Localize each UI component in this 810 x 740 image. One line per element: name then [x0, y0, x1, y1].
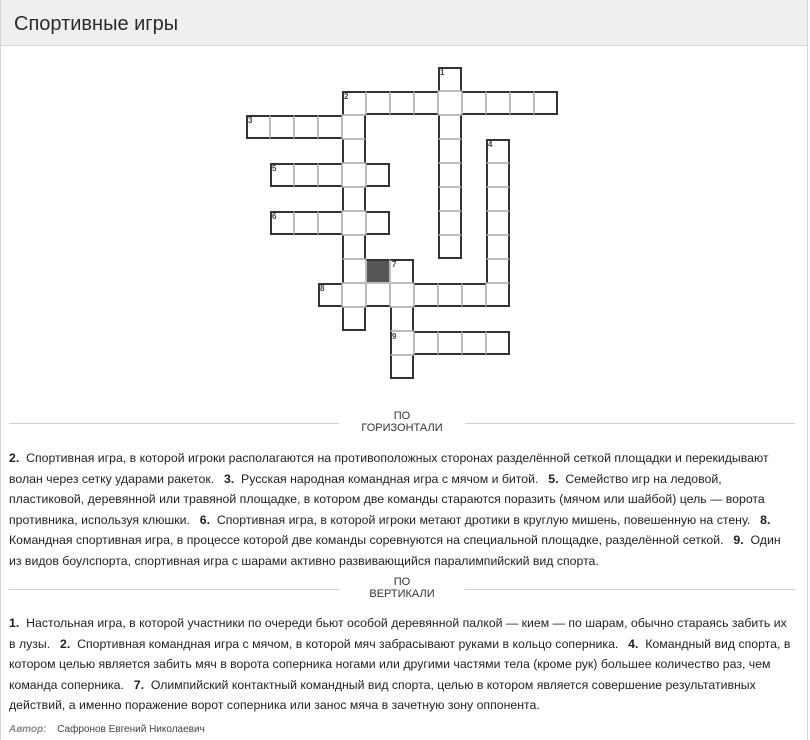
across-heading-line2: ГОРИЗОНТАЛИ [361, 422, 443, 434]
crossword-cell[interactable] [366, 163, 390, 187]
crossword-cell[interactable] [462, 331, 486, 355]
crossword-cell[interactable] [438, 139, 462, 163]
clue-number-5: 5 [272, 164, 277, 173]
crossword-cell[interactable] [462, 91, 486, 115]
crossword-cell[interactable] [414, 283, 438, 307]
crossword-cell[interactable] [486, 91, 510, 115]
down-clue-text: Настольная игра, в которой участники по очереди бьют особой деревянной палкой — кием — по шарам, обычно стараясь забить их в лузы. [9, 616, 787, 651]
crossword-cell[interactable] [318, 115, 342, 139]
crossword-cell[interactable] [342, 307, 366, 331]
crossword-cell[interactable] [318, 211, 342, 235]
across-clue-text: Спортивная игра, в которой игроки располагаются на противоположных сторонах разделённой сеткой площадки и перекидывают волан через сетку ударами ракеток. [9, 451, 769, 486]
across-clue-text: Семейство игр на ледовой, пластиковой, деревянной или травяной площадке, в котором две команды стараются поразить (мячом или шайбой) цель — ворота противника, используя клюшки. [9, 471, 765, 527]
crossword-cell[interactable] [294, 115, 318, 139]
page-title: Спортивные игры [14, 13, 179, 35]
crossword-cell[interactable] [390, 91, 414, 115]
crossword-cell[interactable] [486, 187, 510, 211]
crossword-cell[interactable] [342, 259, 366, 283]
crossword-cell[interactable] [342, 235, 366, 259]
down-clue-text: Спортивная командная игра с мячом, в которой мяч забрасывают руками в кольцо соперника. [70, 636, 626, 651]
crossword-cell[interactable] [342, 163, 366, 187]
crossword-grid [1, 0, 809, 400]
crossword-cell[interactable] [318, 163, 342, 187]
clue-number-8: 8 [320, 284, 325, 293]
crossword-cell[interactable] [534, 91, 558, 115]
clue-number-4: 4 [488, 140, 493, 149]
crossword-cell[interactable] [342, 211, 366, 235]
down-clue-text: Олимпийский контактный командный вид спорта, целью в котором является совершение результативных действий, а именно поражение ворот соперника или занос мяча в зачетную зону оппонента. [9, 677, 756, 712]
clue-number-3: 3 [248, 116, 253, 125]
across-clue-text: Русская народная командная игра с мячом и битой. [234, 471, 546, 486]
crossword-cell[interactable] [438, 211, 462, 235]
across-clue-number: 9. [733, 533, 744, 547]
across-clue [224, 472, 545, 486]
crossword-cell[interactable] [270, 115, 294, 139]
across-clue-text: Спортивная игра, в которой игроки метают дротики в круглую мишень, повешенную на стену. [210, 512, 758, 527]
across-clue [200, 513, 757, 527]
crossword-cell[interactable] [366, 283, 390, 307]
clue-number-7: 7 [392, 260, 397, 269]
crossword-cell[interactable] [294, 211, 318, 235]
down-divider [9, 576, 795, 606]
crossword-cell[interactable] [390, 307, 414, 331]
down-clue-number: 1. [9, 616, 20, 630]
across-clue-number: 8. [760, 512, 771, 527]
crossword-cell[interactable] [342, 283, 366, 307]
down-clue-number: 4. [628, 636, 639, 651]
crossword-cell[interactable] [486, 211, 510, 235]
author-label: Автор: [9, 724, 47, 735]
author-name: Сафронов Евгений Николаевич [57, 724, 205, 735]
across-clue-text: Один из видов боулспорта, спортивная игра с шарами активно развивающийся паралимпийский вид спорта. [9, 533, 781, 568]
crossword-cell[interactable] [438, 283, 462, 307]
down-clue-number: 7. [133, 677, 144, 692]
down-clue-text: Командный вид спорта, в котором целью является забить мяч в ворота соперника ногами или другими частями тела (кроме рук) большее количество раз, чем команда соперника. [9, 636, 791, 692]
crossword-cell[interactable] [462, 283, 486, 307]
down-heading-line2: ВЕРТИКАЛИ [369, 588, 435, 600]
crossword-cell[interactable] [486, 283, 510, 307]
down-clues [9, 613, 793, 716]
across-heading [9, 410, 795, 434]
down-clue [60, 637, 625, 651]
crossword-cell[interactable] [390, 283, 414, 307]
crossword-cell[interactable] [438, 331, 462, 355]
clue-number-2: 2 [344, 92, 349, 101]
crossword-cell[interactable] [486, 163, 510, 187]
clue-number-6: 6 [272, 212, 277, 221]
crossword-cell[interactable] [414, 331, 438, 355]
down-heading [9, 576, 795, 600]
across-clue-number: 3. [223, 471, 235, 486]
clue-number-1: 1 [440, 68, 445, 77]
across-clue-number: 6. [199, 512, 211, 527]
down-clue-number: 2. [60, 636, 71, 651]
crossword-cell[interactable] [438, 235, 462, 259]
across-clue-number: 5. [548, 471, 559, 486]
crossword-cell[interactable] [342, 115, 366, 139]
crossword-cell[interactable] [486, 259, 510, 283]
crossword-cell[interactable] [342, 187, 366, 211]
across-clue-number: 2. [9, 451, 20, 465]
crossword-cell[interactable] [438, 115, 462, 139]
across-clue-text: Командная спортивная игра, в процессе которой две команды соревнуются на специальной площадке, разделённой сеткой. [9, 512, 774, 547]
crossword-cell[interactable] [438, 163, 462, 187]
crossword-cell[interactable] [366, 91, 390, 115]
across-divider [9, 410, 795, 440]
across-heading-line1: ПО [393, 410, 411, 422]
crossword-cell[interactable] [366, 211, 390, 235]
crossword-cell[interactable] [486, 331, 510, 355]
clue-number-9: 9 [392, 332, 397, 341]
down-heading-line1: ПО [393, 576, 411, 588]
crossword-cell[interactable] [414, 91, 438, 115]
crossword-cell[interactable] [390, 355, 414, 379]
across-clues [9, 448, 793, 571]
crossword-cell[interactable] [342, 139, 366, 163]
crossword-cell[interactable] [294, 163, 318, 187]
crossword-cell[interactable] [366, 259, 390, 283]
crossword-cell[interactable] [438, 91, 462, 115]
crossword-cell[interactable] [510, 91, 534, 115]
author-line [9, 724, 205, 735]
crossword-cell[interactable] [438, 187, 462, 211]
crossword-cell[interactable] [486, 235, 510, 259]
